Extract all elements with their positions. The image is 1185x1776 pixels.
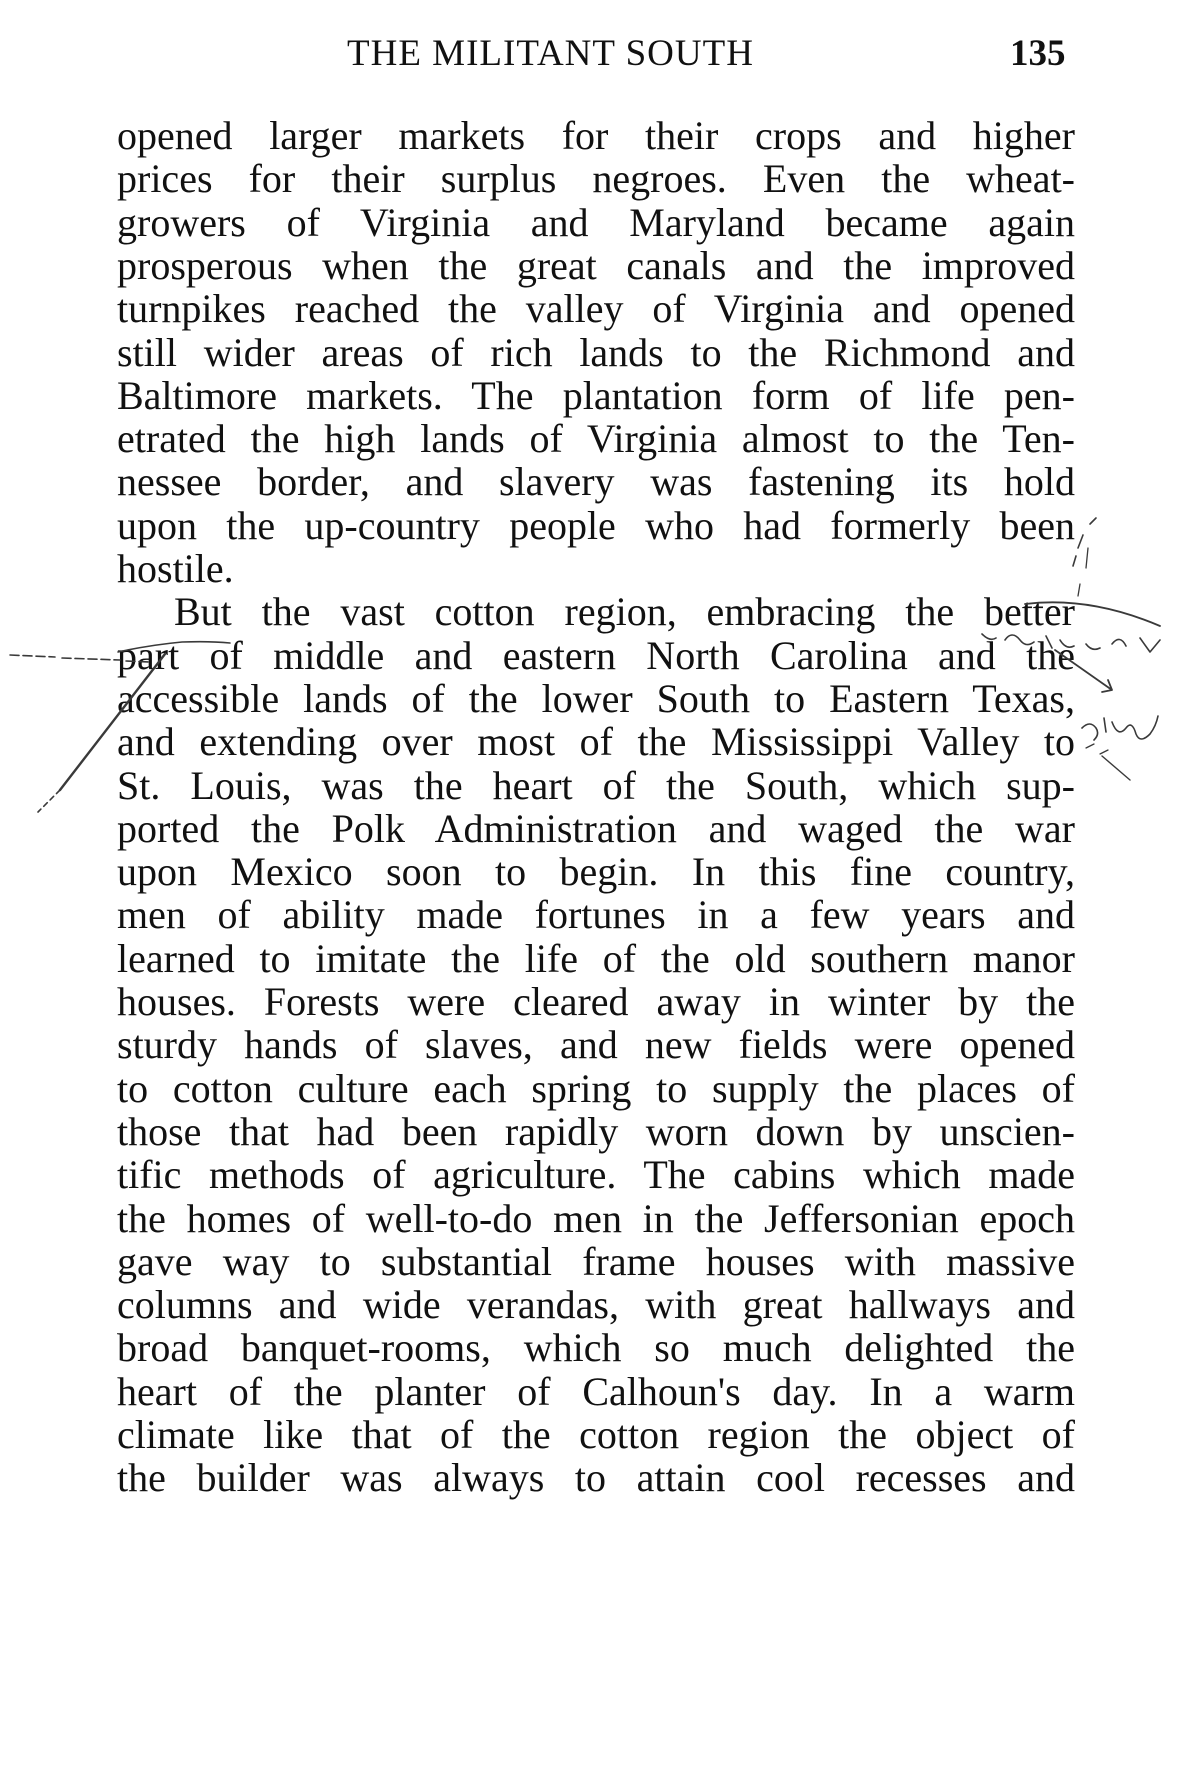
text-line: Baltimore markets. The plantation form of life pen- (117, 372, 1075, 418)
text-line: climate like that of the cotton region the object of (117, 1412, 1075, 1457)
text-line: prosperous when the great canals and the improved (117, 242, 1075, 288)
text-line: columns and wide verandas, with great hallways and (117, 1282, 1075, 1328)
text-line: growers of Virginia and Maryland became again (117, 199, 1075, 245)
text-line: to cotton culture each spring to supply the places of (117, 1065, 1075, 1111)
text-line: ported the Polk Administration and waged the war (117, 805, 1075, 851)
text-line: upon the up-country people who had formerly been (117, 502, 1075, 548)
text-line: hostile. (117, 546, 234, 591)
text-line: accessible lands of the lower South to Eastern Texas, (117, 675, 1075, 721)
text-line: nessee border, and slavery was fastening its hold (117, 459, 1075, 505)
text-line: part of middle and eastern North Carolina and the (117, 632, 1075, 678)
margin-dot-marks (1073, 518, 1096, 566)
text-line: still wider areas of rich lands to the Richmond and (117, 329, 1075, 375)
text-line: and extending over most of the Mississippi Valley to (117, 719, 1075, 765)
margin-scribble-3 (1086, 744, 1108, 754)
text-line: opened larger markets for their crops and higher (117, 113, 1075, 158)
text-line: men of ability made fortunes in a few years and (117, 892, 1075, 938)
text-line: gave way to substantial frame houses with massive (117, 1238, 1075, 1284)
text-line: learned to imitate the life of the old southern manor (117, 935, 1075, 981)
text-line: the builder was always to attain cool recesses and (117, 1455, 1075, 1501)
text-line: sturdy hands of slaves, and new fields were opened (117, 1022, 1075, 1068)
text-line: houses. Forests were cleared away in winter by the (117, 979, 1075, 1024)
text-line: But the vast cotton region, embracing the better (174, 589, 1075, 635)
text-line: broad banquet-rooms, which so much delighted the (117, 1325, 1075, 1371)
margin-diagonal-tick (1102, 756, 1130, 780)
running-head (0, 28, 1185, 78)
running-title: THE MILITANT SOUTH (347, 33, 754, 74)
text-line: upon Mexico soon to begin. In this fine country, (117, 849, 1075, 895)
text-line: prices for their surplus negroes. Even the wheat- (117, 156, 1075, 202)
margin-tick-mark-2 (1078, 584, 1080, 596)
paragraph-slash-tail (38, 790, 60, 812)
margin-scribble-2 (1082, 716, 1158, 740)
text-line: etrated the high lands of Virginia almost to the Ten- (117, 416, 1075, 462)
text-line: turnpikes reached the valley of Virginia and opened (117, 286, 1075, 332)
text-line: St. Louis, was the heart of the South, which sup- (117, 762, 1075, 808)
text-line: those that had been rapidly worn down by unscien- (117, 1108, 1075, 1154)
text-line: the homes of well-to-do men in the Jeffersonian epoch (117, 1195, 1075, 1241)
page-number: 135 (1010, 33, 1066, 74)
margin-tick-mark (1086, 548, 1088, 568)
text-line: tific methods of agriculture. The cabins which made (117, 1152, 1075, 1198)
text-line: heart of the planter of Calhoun's day. In a warm (117, 1368, 1075, 1414)
